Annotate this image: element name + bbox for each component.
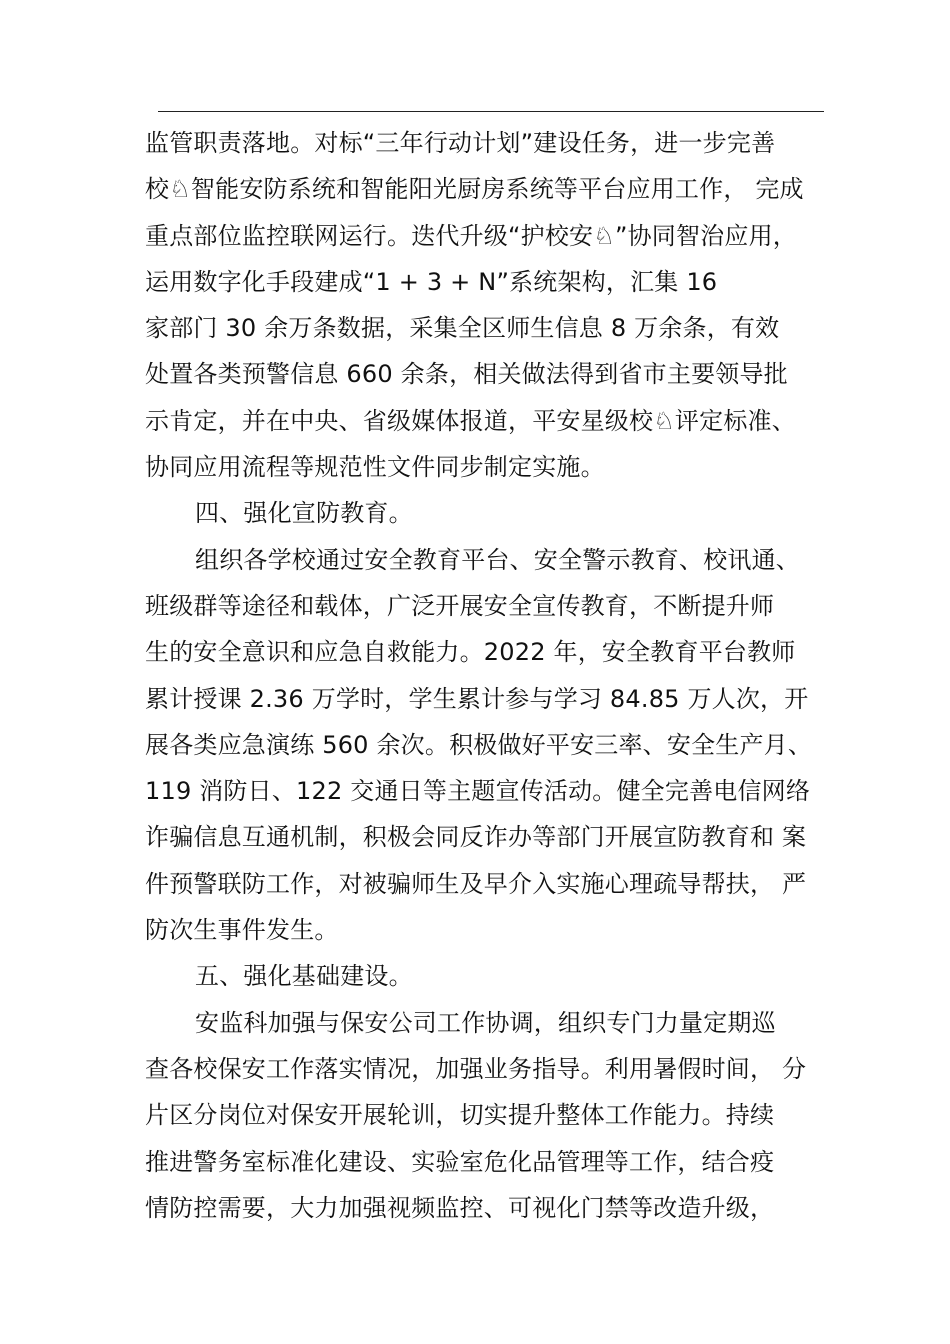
text-line: 重点部位监控联网运行。迭代升级“护校安♘”协同智治应用， bbox=[145, 221, 797, 250]
text-line: 防次生事件发生。 bbox=[145, 916, 339, 945]
text-line: 处置各类预警信息 660 余条，相关做法得到省市主要领导批 bbox=[145, 360, 788, 389]
text-line: 推进警务室标准化建设、实验室危化品管理等工作，结合疫 bbox=[145, 1147, 775, 1176]
text-line: 展各类应急演练 560 余次。积极做好平安三率、安全生产月、 bbox=[145, 730, 813, 759]
text-line: 运用数字化手段建成“1 + 3 + N”系统架构，汇集 16 bbox=[145, 267, 718, 296]
document-body bbox=[145, 120, 825, 1231]
text-line: 查各校保安工作落实情况，加强业务指导。利用暑假时间， 分 bbox=[145, 1054, 807, 1083]
text-line: 监管职责落地。对标“三年行动计划”建设任务，进一步完善 bbox=[145, 129, 776, 157]
text-line: 班级群等途径和载体，广泛开展安全宣传教育，不断提升师 bbox=[145, 591, 775, 620]
text-line: 校♘智能安防系统和智能阳光厨房系统等平台应用工作， 完成 bbox=[145, 175, 804, 204]
text-line: 四、强化宣防教育。 bbox=[195, 499, 413, 528]
text-line: 五、强化基础建设。 bbox=[195, 962, 413, 991]
text-line: 119 消防日、122 交通日等主题宣传活动。健全完善电信网络 bbox=[145, 777, 811, 806]
text-line: 家部门 30 余万条数据，采集全区师生信息 8 万余条，有效 bbox=[145, 314, 780, 343]
text-line: 片区分岗位对保安开展轮训，切实提升整体工作能力。持续 bbox=[145, 1101, 775, 1130]
header-rule bbox=[158, 111, 824, 112]
text-line: 组织各学校通过安全教育平台、安全警示教育、校讯通、 bbox=[195, 545, 800, 574]
text-line: 协同应用流程等规范性文件同步制定实施。 bbox=[145, 453, 605, 482]
text-line: 生的安全意识和应急自救能力。2022 年，安全教育平台教师 bbox=[145, 638, 796, 667]
text-line: 累计授课 2.36 万学时，学生累计参与学习 84.85 万人次，开 bbox=[145, 684, 809, 713]
text-line: 情防控需要，大力加强视频监控、可视化门禁等改造升级， bbox=[145, 1193, 775, 1222]
text-line: 件预警联防工作，对被骗师生及早介入实施心理疏导帮扶， 严 bbox=[145, 869, 807, 898]
text-line: 诈骗信息互通机制，积极会同反诈办等部门开展宣防教育和 案 bbox=[145, 823, 807, 852]
text-line: 安监科加强与保安公司工作协调，组织专门力量定期巡 bbox=[195, 1008, 776, 1037]
text-line: 示肯定，并在中央、省级媒体报道，平安星级校♘评定标准、 bbox=[145, 406, 796, 435]
